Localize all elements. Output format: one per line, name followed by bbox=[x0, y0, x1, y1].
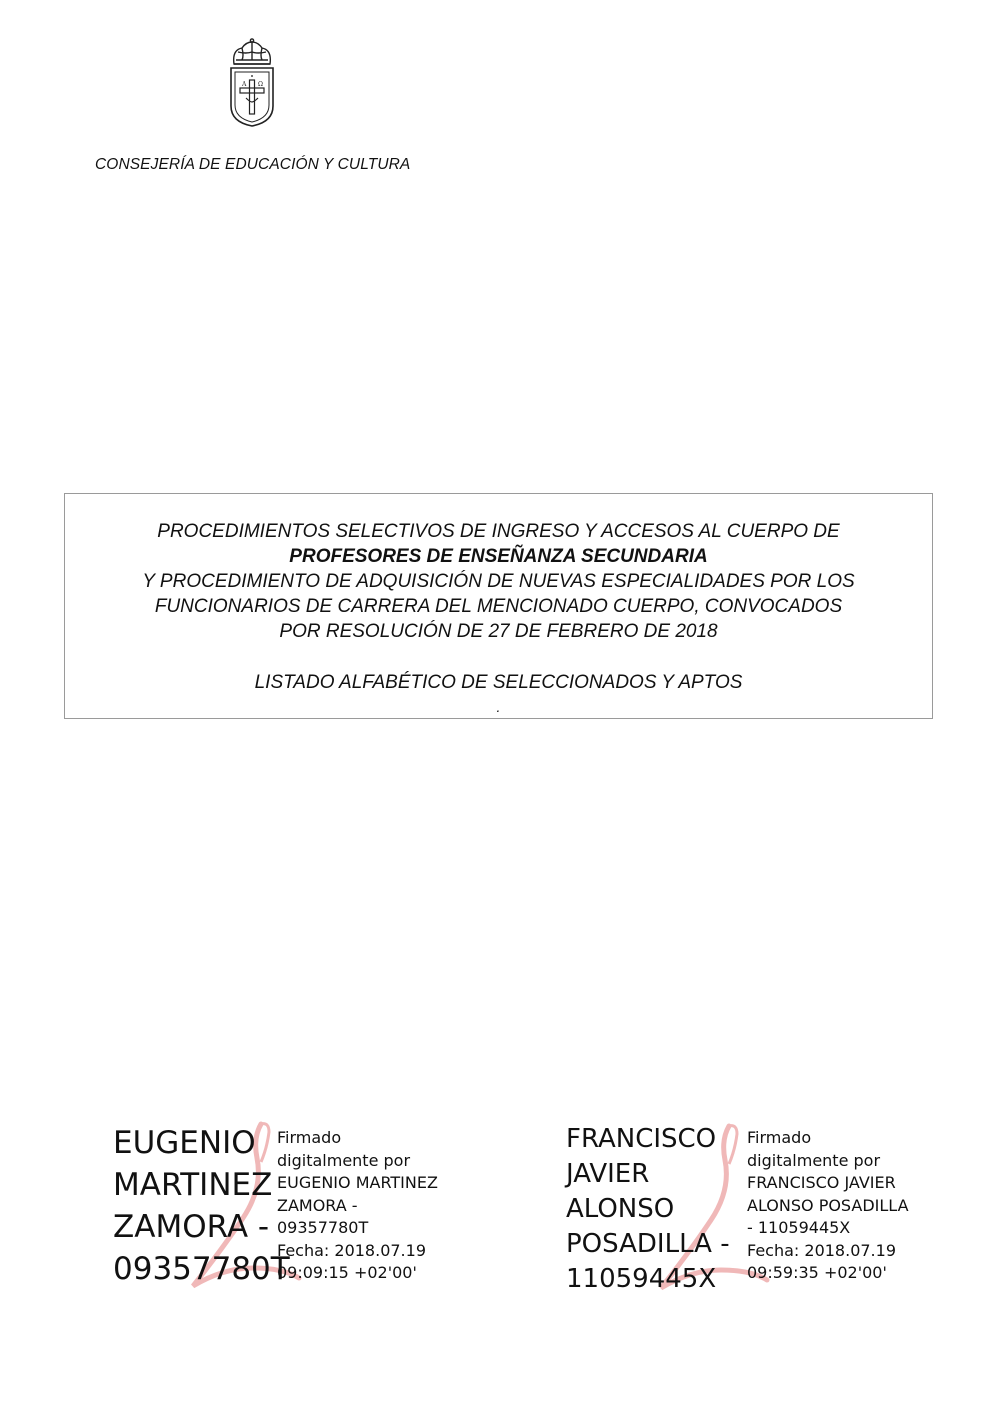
department-name: CONSEJERÍA DE EDUCACIÓN Y CULTURA bbox=[95, 156, 411, 173]
signature-detail-line: 09:59:35 +02'00' bbox=[747, 1263, 887, 1282]
signer-name bbox=[566, 1122, 730, 1297]
signer-name-line: MARTINEZ bbox=[113, 1167, 273, 1203]
signature-detail-line: Fecha: 2018.07.19 bbox=[277, 1240, 426, 1260]
signature-detail-line: 09357780T bbox=[277, 1218, 369, 1237]
signature-detail-line: digitalmente por bbox=[277, 1150, 411, 1170]
signer-name-line: POSADILLA - bbox=[566, 1229, 730, 1259]
signer-name-line: 09357780T bbox=[113, 1251, 290, 1287]
signer-name-line: ALONSO bbox=[566, 1194, 675, 1224]
title-line-3: Y PROCEDIMIENTO DE ADQUISICIÓN DE NUEVAS ESPECIALIDADES POR LOS bbox=[142, 571, 855, 592]
signature-detail-line: digitalmente por bbox=[747, 1150, 881, 1170]
title-dot: . bbox=[496, 699, 501, 715]
signature-detail-line: - 11059445X bbox=[747, 1218, 851, 1237]
signature-detail-line: ZAMORA - bbox=[277, 1195, 358, 1215]
signer-name-line: ZAMORA - bbox=[113, 1209, 270, 1245]
signature-detail-line: Firmado bbox=[747, 1128, 812, 1147]
svg-text:A: A bbox=[242, 81, 247, 88]
signature-detail-line: EUGENIO MARTINEZ bbox=[277, 1173, 438, 1192]
title-line-5: POR RESOLUCIÓN DE 27 DE FEBRERO DE 2018 bbox=[279, 621, 718, 642]
signer-name-line: JAVIER bbox=[566, 1159, 650, 1189]
asturias-crest-icon bbox=[226, 38, 278, 128]
signer-name-line: FRANCISCO bbox=[566, 1124, 717, 1154]
signature-detail-line: Fecha: 2018.07.19 bbox=[747, 1240, 896, 1260]
svg-text:Ω: Ω bbox=[258, 81, 263, 88]
list-title: LISTADO ALFABÉTICO DE SELECCIONADOS Y APTOS bbox=[254, 672, 743, 693]
title-box bbox=[64, 493, 933, 719]
signer-name-line: EUGENIO bbox=[113, 1125, 256, 1161]
signature-details bbox=[277, 1127, 438, 1285]
signer-name bbox=[113, 1122, 290, 1290]
title-line-1: PROCEDIMIENTOS SELECTIVOS DE INGRESO Y ACCESOS AL CUERPO DE bbox=[157, 521, 840, 542]
signature-detail-line: ALONSO POSADILLA bbox=[747, 1195, 909, 1215]
signature-details bbox=[747, 1127, 909, 1285]
title-line-4: FUNCIONARIOS DE CARRERA DEL MENCIONADO CUERPO, CONVOCADOS bbox=[154, 596, 843, 617]
signature-detail-line: Firmado bbox=[277, 1128, 342, 1147]
signature-detail-line: 09:09:15 +02'00' bbox=[277, 1263, 417, 1282]
signature-detail-line: FRANCISCO JAVIER bbox=[747, 1173, 896, 1192]
title-line-2: PROFESORES DE ENSEÑANZA SECUNDARIA bbox=[289, 546, 708, 567]
signer-name-line: 11059445X bbox=[566, 1264, 717, 1294]
